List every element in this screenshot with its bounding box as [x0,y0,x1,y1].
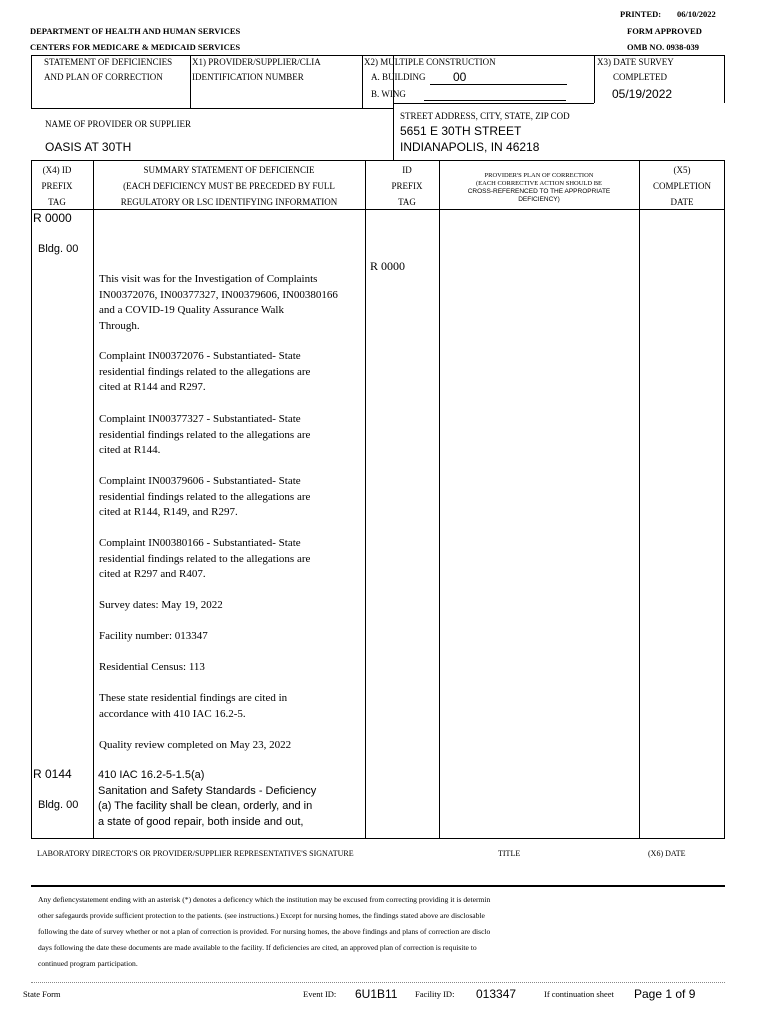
tag-r0144: R 0144 [33,767,72,781]
provider-label: NAME OF PROVIDER OR SUPPLIER [45,119,192,129]
x3-label-2: COMPLETED [613,72,667,82]
omb-number: OMB NO. 0938-039 [627,42,700,52]
x5-header-2: COMPLETION [653,181,711,191]
event-id-value: 6U1B11 [355,987,398,1001]
complaint-2-paragraph: Complaint IN00377327 - Substantiated- State residential findings related to the allegations are cited at R144. [99,413,311,457]
x2-label: X2) MULTIPLE CONSTRUCTION [364,57,496,67]
event-id-label: Event ID: [303,989,337,999]
x5-header-3: DATE [670,197,694,207]
x1-label-2: IDENTIFICATION NUMBER [192,72,304,82]
bldg-label-1: Bldg. 00 [38,243,79,255]
summary-header-3: REGULATORY OR LSC IDENTIFYING INFORMATION [120,197,338,207]
facility-id-value: 013347 [476,987,517,1001]
r0144-text: 410 IAC 16.2-5-1.5(a) Sanitation and Safety Standards - Deficiency (a) The facility shall be clean, orderly, and in a state of good repair, both inside and out, [98,769,317,828]
plan-header-3: CROSS-REFERENCED TO THE APPROPRIATE [467,188,611,195]
x5-header-1: (X5) [673,165,691,175]
plan-header-4: DEFICIENCY) [518,196,560,203]
complaint-4-paragraph: Complaint IN00380166 - Substantiated- State residential findings related to the allegations are cited at R297 and R407. [99,537,311,581]
visit-paragraph: This visit was for the Investigation of Complaints IN00372076, IN00377327, IN00379606, IN00380166 and a COVID-19 Quality Assurance Walk Through. [99,273,338,332]
state-form-label: State Form [23,989,61,999]
signature-label: LABORATORY DIRECTOR'S OR PROVIDER/SUPPLIER REPRESENTATIVE'S SIGNATURE [37,849,354,858]
complaint-1-paragraph: Complaint IN00372076 - Substantiated- State residential findings related to the allegations are cited at R144 and R297. [99,350,311,394]
id-header-2: PREFIX [391,181,423,191]
tag-r0000: R 0000 [33,211,72,225]
facility-id-label: Facility ID: [415,989,455,999]
statement-label-1: STATEMENT OF DEFICIENCIES [44,57,173,67]
survey-dates: Survey dates: May 19, 2022 [99,599,223,611]
centers-title: CENTERS FOR MEDICARE & MEDICAID SERVICES [30,42,241,52]
x1-label-1: X1) PROVIDER/SUPPLIER/CLIA [192,57,321,67]
findings-paragraph: These state residential findings are cited in accordance with 410 IAC 16.2-5. [99,692,288,720]
address-line-1: 5651 E 30TH STREET [400,124,522,138]
summary-header-2: (EACH DEFICIENCY MUST BE PRECEDED BY FULL [123,181,335,191]
summary-header-1: SUMMARY STATEMENT OF DEFICIENCIE [143,165,315,175]
plan-header-2: (EACH CORRECTIVE ACTION SHOULD BE [475,180,603,187]
quality-review: Quality review completed on May 23, 2022 [99,739,292,751]
provider-name: OASIS AT 30TH [45,140,132,154]
address-label: STREET ADDRESS, CITY, STATE, ZIP COD [400,111,570,121]
id-header-1: ID [402,165,412,175]
form-approved: FORM APPROVED [627,26,702,36]
wing-label: B. WING [371,89,406,99]
printed-label: PRINTED: [620,9,662,19]
building-value: 00 [453,70,467,84]
page-number: Page 1 of 9 [634,987,696,1001]
statement-label-2: AND PLAN OF CORRECTION [44,72,163,82]
survey-completed-date: 05/19/2022 [612,87,673,101]
plan-header-1: PROVIDER'S PLAN OF CORRECTION [484,172,594,179]
address-line-2: INDIANAPOLIS, IN 46218 [400,140,540,154]
x4-header-3: TAG [48,197,66,207]
bldg-label-2: Bldg. 00 [38,799,79,811]
dept-title: DEPARTMENT OF HEALTH AND HUMAN SERVICES [30,26,241,36]
printed-date: 06/10/2022 [677,9,716,19]
building-label: A. BUILDING [371,72,426,82]
facility-number: Facility number: 013347 [99,630,208,642]
continuation-label: If continuation sheet [544,989,614,999]
complaint-3-paragraph: Complaint IN00379606 - Substantiated- State residential findings related to the allegations are cited at R144, R149, and R297. [99,475,311,519]
residential-census: Residential Census: 113 [99,661,205,673]
x4-header-1: (X4) ID [42,165,72,175]
disclaimer: Any defiencystatement ending with an asterisk (*) denotes a deficency which the institution may be excused from correcting providing it is determin other safegaurds provide sufficient protection to the patients. (see instructions.) Except for nursing homes, the findings stated above are disclosable following the date of survey whether or not a plan of correction is provided. For nursing homes, the above findings and plans of correction are disclo days following the date these documents are made available to the facility. If deficiencies are cited, an approved plan of correction is requisite to continued program participation. [38,895,491,968]
id-tag-r0000: R 0000 [370,259,406,273]
signature-title: TITLE [498,849,521,858]
x3-label-1: X3) DATE SURVEY [597,57,674,67]
signature-date: (X6) DATE [648,849,686,858]
id-header-3: TAG [398,197,416,207]
x4-header-2: PREFIX [41,181,73,191]
